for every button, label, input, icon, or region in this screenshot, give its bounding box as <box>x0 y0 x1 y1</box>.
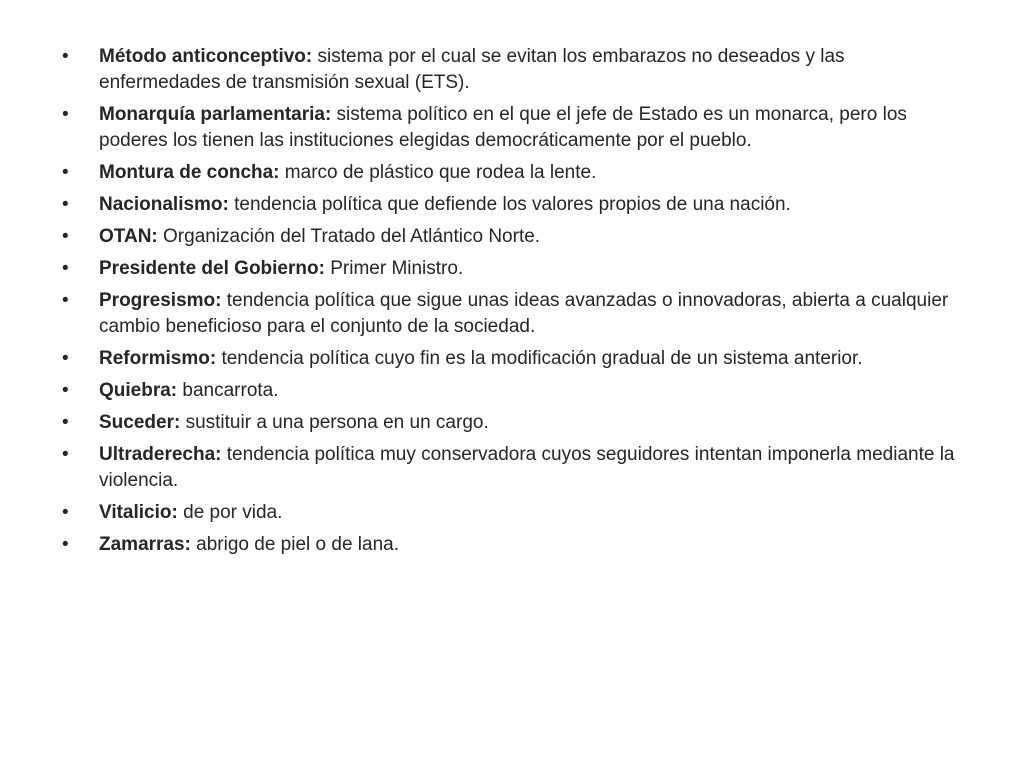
glossary-definition: tendencia política cuyo fin es la modificación gradual de un sistema anterior. <box>216 348 863 369</box>
glossary-entry <box>62 160 962 186</box>
glossary-definition: marco de plástico que rodea la lente. <box>279 162 597 183</box>
glossary-term: Vitalicio: <box>99 502 178 523</box>
glossary-term: Progresismo: <box>99 290 222 311</box>
bullet-icon: • <box>62 412 69 433</box>
glossary-entry <box>62 500 962 526</box>
glossary-term: Método anticonceptivo: <box>99 46 313 67</box>
glossary-term: Nacionalismo: <box>99 194 229 215</box>
bullet-icon: • <box>62 444 69 465</box>
glossary-term: Ultraderecha: <box>99 444 222 465</box>
glossary-term: Presidente del Gobierno: <box>99 258 325 279</box>
glossary-definition: de por vida. <box>177 502 283 523</box>
glossary-entry <box>62 346 962 372</box>
glossary-entry <box>62 532 962 558</box>
bullet-icon: • <box>62 348 69 369</box>
glossary-definition: sistema político en el que el jefe de Estado es un monarca, pero los poderes los tienen las instituciones elegidas democráticamente por el pueblo. <box>99 104 907 151</box>
glossary-entry <box>62 192 962 218</box>
glossary-term: Suceder: <box>99 412 181 433</box>
glossary-definition: sustituir a una persona en un cargo. <box>180 412 489 433</box>
glossary-term: Montura de concha: <box>99 162 280 183</box>
glossary-definition: abrigo de piel o de lana. <box>190 534 399 555</box>
glossary-term: OTAN: <box>99 226 158 247</box>
glossary-entry <box>62 410 962 436</box>
glossary-definition: tendencia política que defiende los valores propios de una nación. <box>228 194 791 215</box>
glossary-term: Monarquía parlamentaria: <box>99 104 332 125</box>
glossary-entry <box>62 442 962 494</box>
glossary-term: Reformismo: <box>99 348 217 369</box>
bullet-icon: • <box>62 380 69 401</box>
glossary-entry <box>62 288 962 340</box>
glossary-definition: tendencia política muy conservadora cuyos seguidores intentan imponerla mediante la violencia. <box>99 444 955 491</box>
glossary-definition: sistema por el cual se evitan los embarazos no deseados y las enfermedades de transmisión sexual (ETS). <box>99 46 845 93</box>
glossary-entry <box>62 44 962 96</box>
bullet-icon: • <box>62 226 69 247</box>
bullet-icon: • <box>62 194 69 215</box>
bullet-icon: • <box>62 104 69 125</box>
bullet-icon: • <box>62 534 69 555</box>
bullet-icon: • <box>62 258 69 279</box>
glossary-entry <box>62 102 962 154</box>
glossary-definition: bancarrota. <box>177 380 279 401</box>
glossary-entry <box>62 224 962 250</box>
glossary-definition: Organización del Tratado del Atlántico Norte. <box>157 226 541 247</box>
glossary-entry <box>62 378 962 404</box>
glossary-term: Zamarras: <box>99 534 191 555</box>
glossary-list <box>62 44 962 564</box>
bullet-icon: • <box>62 502 69 523</box>
glossary-entry <box>62 256 962 282</box>
glossary-definition: tendencia política que sigue unas ideas avanzadas o innovadoras, abierta a cualquier cambio beneficioso para el conjunto de la sociedad. <box>99 290 949 337</box>
glossary-definition: Primer Ministro. <box>324 258 464 279</box>
bullet-icon: • <box>62 162 69 183</box>
glossary-term: Quiebra: <box>99 380 178 401</box>
bullet-icon: • <box>62 290 69 311</box>
bullet-icon: • <box>62 46 69 67</box>
